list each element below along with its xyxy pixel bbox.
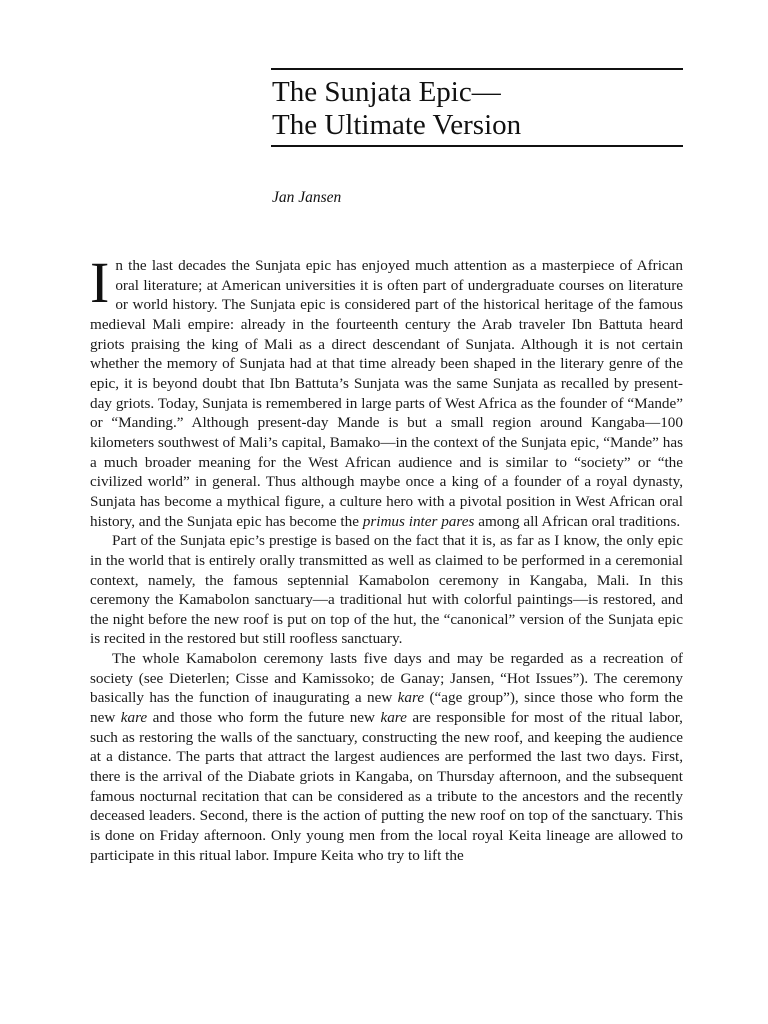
paragraph-2: Part of the Sunjata epic’s prestige is based on the fact that it is, as far as I know, the only epic in the world that is entirely orally transmitted as well as claimed to be performed in a ceremonial context, namely, the famous septennial Kamabolon ceremony in Kangaba, Mali. In this ceremony the Kamabolon sanctuary—a traditional hut with colorful paintings—is restored, and the night before the new roof is put on top of the hut, the “canonical” version of the Sunjata epic is recited in the restored but still roofless sanctuary.	[90, 532, 683, 648]
paragraph-1-italic: primus inter pares	[362, 512, 475, 530]
author-name: Jan Jansen	[272, 189, 342, 206]
paragraph-1-text-b: among all African oral traditions.	[474, 512, 681, 530]
paragraph-1-text-a: n the last decades the Sunjata epic has enjoyed much attention as a masterpiece of African oral literature; at American universities it is often part of undergraduate courses on literature or world history. The Sunjata epic is considered part of the historical heritage of the famous medieval Mali empire: already in the fourteenth century the Arab traveler Ibn Battuta heard griots praising the king of Mali as a direct descendant of Sunjata. Although it is not certain whether the memory of Sunjata had at that time already been shaped in the literary genre of the epic, it is beyond doubt that Ibn Battuta’s Sunjata was the same Sunjata as recalled by present-day griots. Today, Sunjata is remembered in large parts of West Africa as the founder of “Mande” or “Manding.” Although present-day Mande is but a small region around Kangaba—100 kilometers southwest of Mali’s capital, Bamako—in the context of the Sunjata epic, “Mande” has a much broader meaning for the West African audience and is similar to “society” or “the civilized world” in general. Thus although maybe once a king of a founder of a royal dynasty, Sunjata has become a mythical figure, a culture hero with a pivotal position in West African oral history, and the Sunjata epic has become the	[90, 257, 683, 530]
article-body	[90, 250, 683, 865]
drop-cap: I	[90, 250, 110, 315]
paragraph-3	[90, 649, 683, 865]
paragraph-3-text-c: and those who form the future new	[147, 709, 381, 727]
paragraph-3-text-a: The whole Kamabolon ceremony lasts five days and may be regarded as a recreation of society (see Dieterlen; Cisse and Kamissoko; de Ganay; Jansen, “Hot Issues”). The ceremony basically has the function of inaugurating a new	[90, 650, 683, 707]
paragraph-3-text-d: are responsible for most of the ritual labor, such as restoring the walls of the sanctuary, constructing the new roof, and keeping the audience at a distance. The parts that attract the largest audiences are performed the last two days. First, there is the arrival of the Diabate griots in Kangaba, on Thursday afternoon, and the subsequent famous nocturnal recitation that can be considered as a tribute to the ancestors and the recently deceased leaders. Second, there is the action of putting the new roof on top of the sanctuary. This is done on Friday afternoon. Only young men from the local royal Keita lineage are allowed to participate in this ritual labor. Impure Keita who try to lift the	[90, 709, 683, 864]
paragraph-3-italic-3: kare	[380, 709, 407, 727]
title-rule-top	[271, 68, 683, 70]
article-title	[272, 76, 692, 142]
title-line-1: The Sunjata Epic—	[272, 76, 501, 108]
paragraph-3-text-b: (“age group”), since those who form the new	[90, 689, 683, 727]
title-line-2: The Ultimate Version	[272, 109, 522, 141]
paragraph-1	[90, 250, 683, 531]
paragraph-3-italic-2: kare	[120, 709, 148, 727]
title-rule-bottom	[271, 145, 683, 147]
paragraph-3-italic-1: kare	[397, 689, 425, 707]
